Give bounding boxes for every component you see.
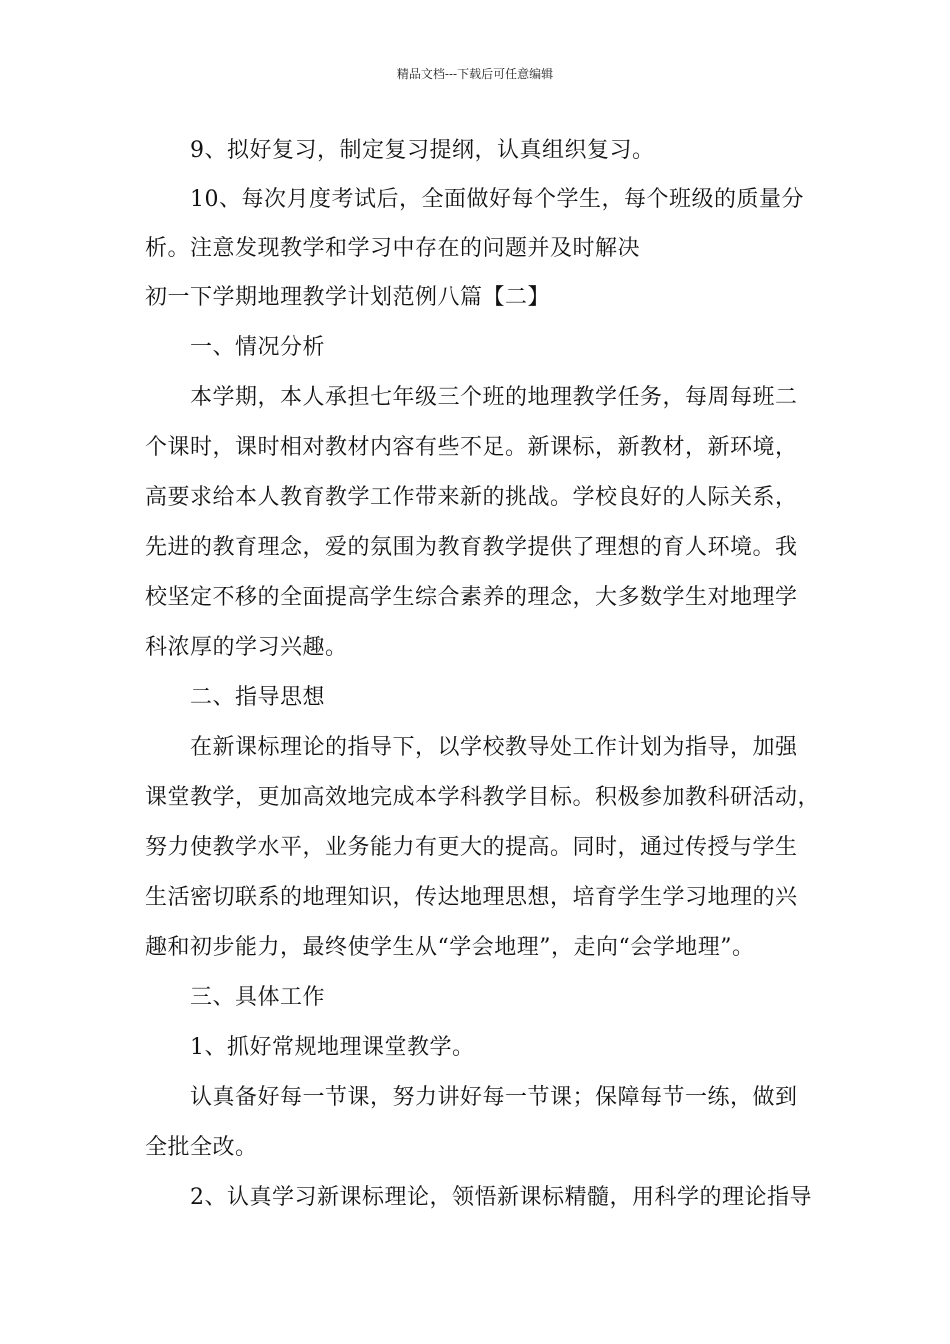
paragraph-line: 个课时，课时相对教材内容有些不足。新课标，新教材，新环境， [145, 435, 798, 460]
paragraph-line: 2、认真学习新课标理论，领悟新课标精髓，用科学的理论指导 [190, 1185, 812, 1210]
paragraph-line: 校坚定不移的全面提高学生综合素养的理念，大多数学生对地理学 [145, 585, 798, 610]
paragraph-line: 高要求给本人教育教学工作带来新的挑战。学校良好的人际关系， [145, 485, 798, 510]
section-heading: 二、指导思想 [190, 685, 326, 710]
paragraph-line: 科浓厚的学习兴趣。 [145, 635, 348, 660]
paragraph-line: 生活密切联系的地理知识，传达地理思想，培育学生学习地理的兴 [145, 885, 798, 910]
paragraph-line: 课堂教学，更加高效地完成本学科教学目标。积极参加教科研活动， [145, 785, 821, 810]
section-heading: 一、情况分析 [190, 335, 326, 360]
paragraph-line: 趣和初步能力，最终使学生从“学会地理”，走向“会学地理”。 [145, 935, 755, 960]
paragraph-line: 认真备好每一节课，努力讲好每一节课；保障每节一练，做到 [190, 1085, 798, 1110]
paragraph-line: 努力使教学水平，业务能力有更大的提高。同时，通过传授与学生 [145, 835, 798, 860]
section-heading: 三、具体工作 [190, 985, 326, 1010]
paragraph-line: 在新课标理论的指导下，以学校教导处工作计划为指导，加强 [190, 735, 798, 760]
section-title: 初一下学期地理教学计划范例八篇【二】 [145, 285, 551, 310]
paragraph-line: 析。注意发现教学和学习中存在的问题并及时解决 [145, 236, 641, 261]
paragraph-line: 1、抓好常规地理课堂教学。 [190, 1035, 475, 1060]
paragraph-line: 全批全改。 [145, 1135, 258, 1160]
paragraph-line: 10、每次月度考试后，全面做好每个学生，每个班级的质量分 [190, 187, 804, 212]
paragraph-line: 9、拟好复习，制定复习提纲，认真组织复习。 [190, 138, 655, 163]
paragraph-line: 先进的教育理念，爱的氛围为教育教学提供了理想的育人环境。我 [145, 535, 798, 560]
page-header: 精品文档---下载后可任意编辑 [396, 67, 554, 81]
paragraph-line: 本学期，本人承担七年级三个班的地理教学任务，每周每班二 [190, 385, 798, 410]
